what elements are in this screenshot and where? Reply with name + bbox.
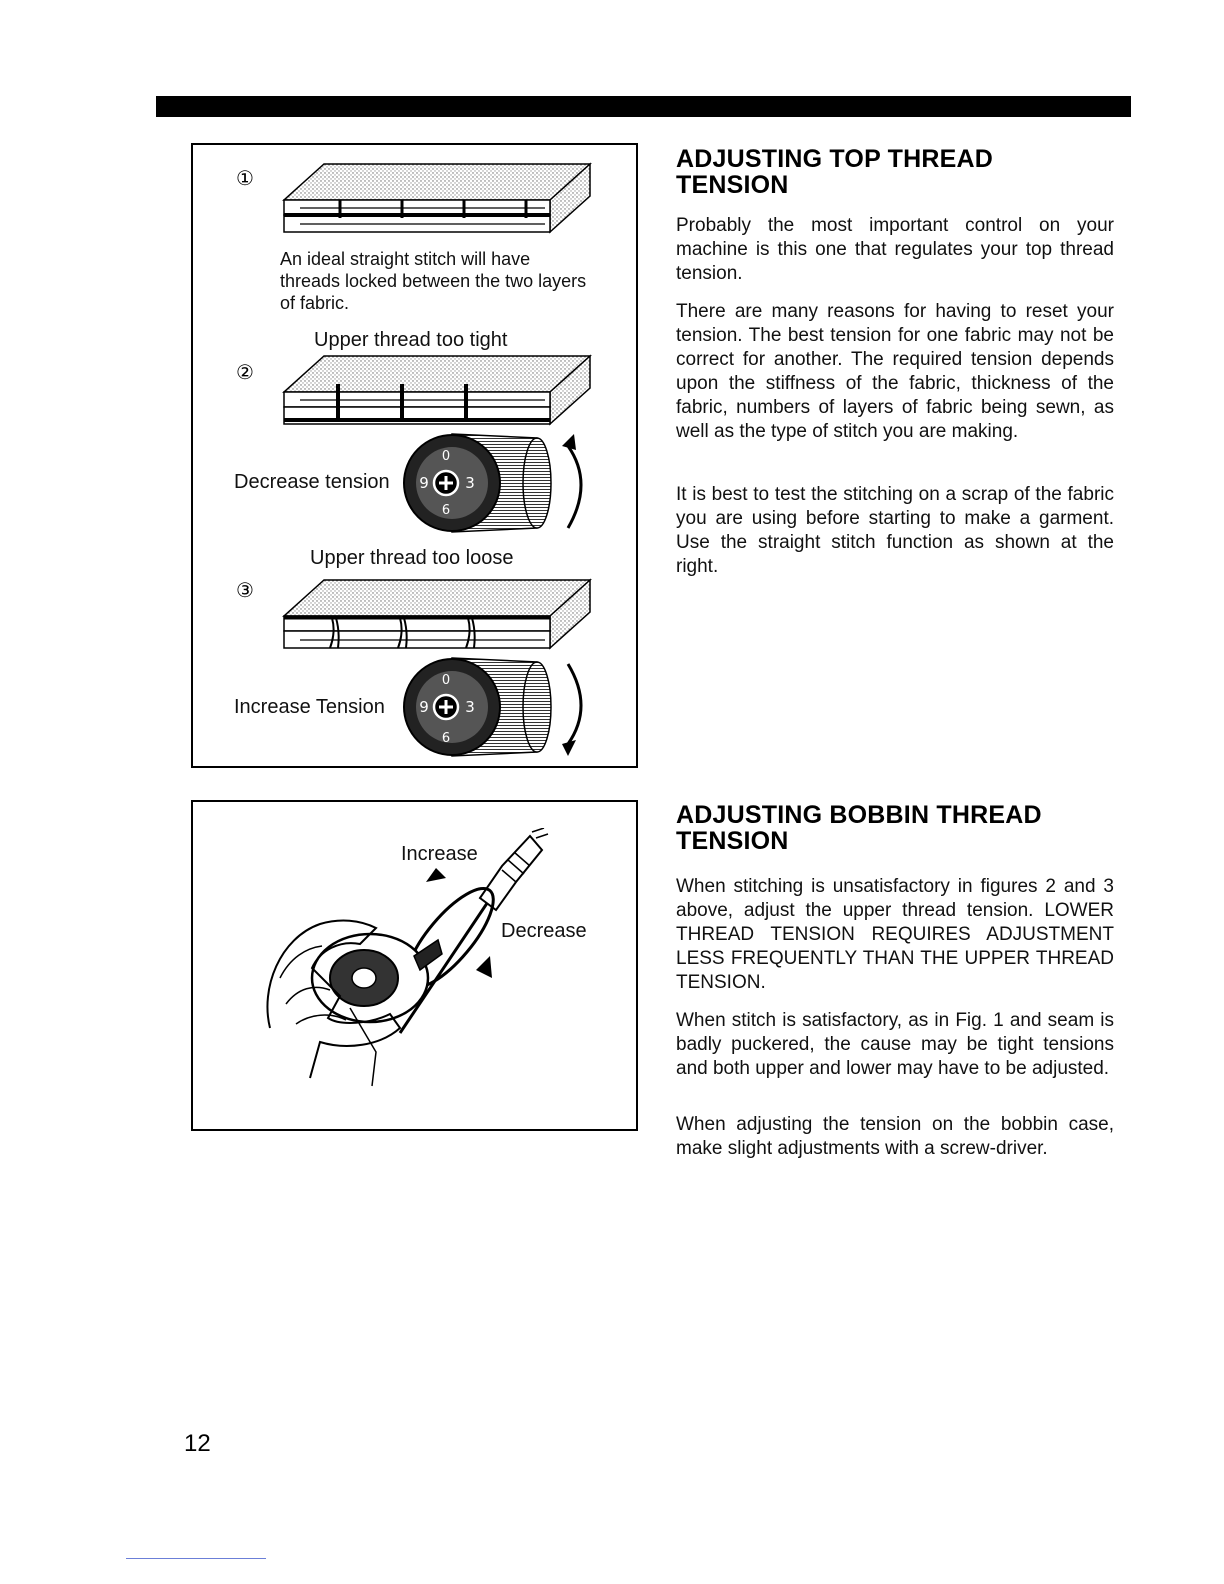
dial-digit-bottom: 6 — [441, 731, 451, 746]
dial-digit-left: 9 — [419, 474, 429, 492]
dial-digit-top: 0 — [441, 449, 451, 464]
loose-stitch-illustration — [280, 576, 600, 654]
ideal-stitch-illustration — [280, 160, 600, 238]
increase-tension-label: Increase Tension — [234, 696, 385, 718]
bobbin-tension-paragraph-1: When stitching is unsatisfactory in figures 2 and 3 above, adjust the upper thread tension. LOWER THREAD TENSION REQUIRES ADJUSTMENT LESS FREQUENTLY THAN THE UPPER THREAD TENSION. — [676, 876, 1114, 993]
figure-1-caption: An ideal straight stitch will have threads locked between the two layers of fabric. — [280, 249, 587, 313]
top-tension-title: ADJUSTING TOP THREAD TENSION — [676, 145, 994, 199]
tight-stitch-illustration — [280, 352, 600, 430]
dial-digit-right: 3 — [465, 698, 475, 716]
dial-digit-bottom: 6 — [441, 503, 451, 518]
up-arrow-icon — [562, 434, 576, 450]
tension-dial-decrease-illustration[interactable] — [402, 428, 602, 538]
decrease-tension-label: Decrease tension — [234, 471, 390, 493]
top-tension-paragraph-3: It is best to test the stitching on a scrap of the fabric you are using before starting to make a garment. Use the straight stitch function as shown at the right. — [676, 484, 1114, 577]
top-rule — [156, 96, 1131, 117]
dial-digit-right: 3 — [465, 474, 475, 492]
bobbin-increase-label: Increase — [401, 843, 478, 865]
bobbin-decrease-label: Decrease — [501, 920, 587, 942]
top-tension-paragraph-2: There are many reasons for having to reset your tension. The best tension for one fabric may not be correct for another. The required tension depends upon the stiffness of the fabric, thickness of the fabric, numbers of layers of fabric being sewn, as well as the type of stitch you are making. — [676, 301, 1114, 442]
figure-3-heading: Upper thread too loose — [310, 547, 514, 569]
bobbin-case-screwdriver-illustration — [250, 828, 570, 1088]
down-arrow-icon — [562, 740, 576, 756]
rotate-decrease-arrow-icon — [476, 956, 492, 978]
page-number: 12 — [184, 1430, 211, 1457]
bobbin-tension-title: ADJUSTING BOBBIN THREAD TENSION — [676, 801, 1042, 855]
rotate-increase-arrow-icon — [426, 868, 446, 882]
dial-digit-top: 0 — [441, 673, 451, 688]
tension-dial-increase-illustration[interactable] — [402, 652, 602, 762]
figure-2-heading: Upper thread too tight — [314, 329, 508, 351]
bobbin-tension-paragraph-3: When adjusting the tension on the bobbin case, make slight adjustments with a screw-driver. — [676, 1114, 1114, 1159]
figure-3-number: ③ — [236, 578, 254, 602]
bobbin-tension-paragraph-2: When stitch is satisfactory, as in Fig. 1 and seam is badly puckered, the cause may be tight tensions and both upper and lower may have to be adjusted. — [676, 1010, 1114, 1079]
figure-2-number: ② — [236, 360, 254, 384]
top-tension-paragraph-1: Probably the most important control on your machine is this one that regulates your top thread tension. — [676, 215, 1114, 284]
figure-1-number: ① — [236, 166, 254, 190]
dial-digit-left: 9 — [419, 698, 429, 716]
footer-line — [126, 1558, 266, 1559]
